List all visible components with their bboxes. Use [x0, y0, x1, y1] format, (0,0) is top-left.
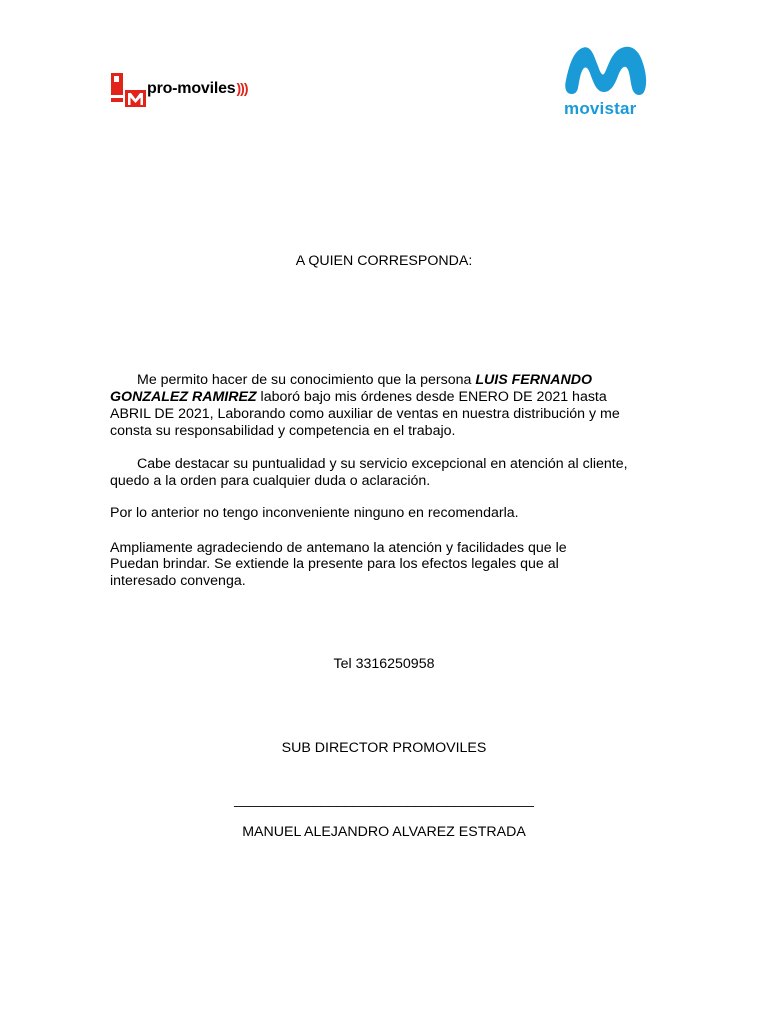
p1-intro: Me permito hacer de su conocimiento que la persona — [137, 372, 472, 388]
pro-moviles-logo — [110, 72, 280, 108]
movistar-logo — [562, 42, 648, 122]
pro-moviles-wordmark — [147, 80, 248, 98]
paragraph-4-line-1: Ampliamente agradeciendo de antemano la atención y facilidades que le — [110, 540, 567, 556]
greeting: A QUIEN CORRESPONDA: — [295, 253, 473, 269]
paragraph-2-line-1: Cabe destacar su puntualidad y su servicio excepcional en atención al cliente, — [137, 456, 628, 472]
signature-line: ______________________________________ — [234, 792, 534, 808]
paragraph-1-line-3: ABRIL DE 2021, Laborando como auxiliar de ventas en nuestra distribución y me — [110, 406, 620, 422]
movistar-m-icon — [564, 42, 648, 98]
p1-line2-rest: laboró bajo mis órdenes desde ENERO DE 2021 hasta — [260, 389, 607, 405]
phone-number: Tel 3316250958 — [333, 656, 435, 672]
signal-waves-icon: ))) — [236, 80, 248, 96]
paragraph-4-line-2: Puedan brindar. Se extiende la presente para los efectos legales que al — [110, 556, 559, 572]
pm-logo-mark-icon — [110, 72, 146, 108]
paragraph-1-line-1 — [110, 372, 697, 389]
employee-name-part-1: LUIS FERNANDO — [475, 372, 592, 388]
paragraph-4-line-3: interesado convenga. — [110, 573, 246, 589]
paragraph-1-line-2 — [110, 389, 670, 406]
signer-title: SUB DIRECTOR PROMOVILES — [281, 740, 487, 756]
employee-name-part-2: GONZALEZ RAMIREZ — [110, 389, 257, 405]
paragraph-2-line-2: quedo a la orden para cualquier duda o aclaración. — [110, 473, 431, 489]
movistar-wordmark: movistar — [564, 99, 637, 118]
paragraph-3: Por lo anterior no tengo inconveniente ninguno en recomendarla. — [110, 505, 519, 521]
pro-moviles-brand: pro-moviles — [147, 80, 236, 97]
paragraph-1-line-4: consta su responsabilidad y competencia en el trabajo. — [110, 423, 456, 439]
signer-name: MANUEL ALEJANDRO ALVAREZ ESTRADA — [242, 824, 526, 840]
